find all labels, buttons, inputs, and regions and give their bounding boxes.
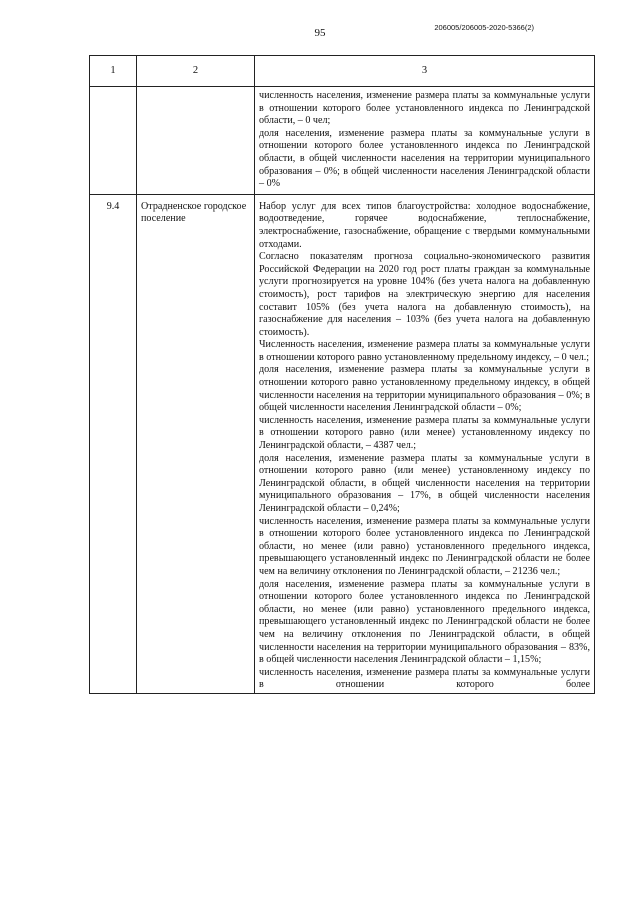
paragraph: численность населения, изменение размера платы за коммунальные услуги в отношении которого равно (или менее) установленному индексу по Ленинградской области, – 4387 чел.;: [259, 414, 590, 452]
table-row-9-4: [90, 194, 595, 693]
document-code: 206005/206005-2020-5366(2): [434, 23, 534, 32]
row-number-cell: [90, 87, 137, 195]
column-header-3: 3: [255, 56, 595, 87]
column-header-2: 2: [137, 56, 255, 87]
paragraph: Согласно показателям прогноза социально-экономического развития Российской Федерации на 2020 год рост платы граждан за коммунальные услуги прогнозируется на уровне 104% (без учета налога на добавленную стоимость), рост тарифов на электрическую энергию для населения составит 105% (без учета налога на добавленную стоимость), на газоснабжение для населения – 103% (без учета налога на добавленную стоимость).: [259, 251, 590, 338]
document-table: [89, 55, 595, 694]
table-header-row: [90, 56, 595, 87]
settlement-name-cell: Отрадненское городское поселение: [137, 194, 255, 693]
paragraph: численность населения, изменение размера платы за коммунальные услуги в отношении которого более установленного индекса по Ленинградской области, – 0 чел;: [259, 90, 590, 127]
paragraph: Набор услуг для всех типов благоустройства: холодное водоснабжение, водоотведение, горячее водоснабжение, теплоснабжение, электроснабжение, газоснабжение, обращение с твердыми коммунальными отходами.: [259, 200, 590, 250]
description-cell: [255, 194, 595, 693]
paragraph: доля населения, изменение размера платы за коммунальные услуги в отношении которого равно (или менее) установленному индексу по Ленинградской области, в общей численности населения на территории муниципального образования – 17%, в общей численности населения Ленинградской области – 0,24%;: [259, 452, 590, 514]
paragraph: численность населения, изменение размера платы за коммунальные услуги в отношении которого более установленного индекса по Ленинградской области, но менее (или равно) установленного предельного индекса, превышающего установленный индекс по Ленинградской области не более чем на величину отклонения по Ленинградской области, – 21236 чел.;: [259, 515, 590, 577]
description-cell: [255, 87, 595, 195]
settlement-name-cell: [137, 87, 255, 195]
paragraph: Численность населения, изменение размера платы за коммунальные услуги в отношении которого равно установленному предельному индексу, – 0 чел.;: [259, 339, 590, 363]
column-header-1: 1: [90, 56, 137, 87]
paragraph: доля населения, изменение размера платы за коммунальные услуги в отношении которого равно установленному предельному индексу, в общей численности населения на территории муниципального образования – 0%; в общей численности населения Ленинградской области – 0%;: [259, 364, 590, 414]
paragraph: доля населения, изменение размера платы за коммунальные услуги в отношении которого более установленного индекса по Ленинградской области, но менее (или равно) установленного предельного индекса, превышающего установленный индекс по Ленинградской области не более чем на величину отклонения по Ленинградской области, в общей численности населения на территории муниципального образования – 83%, в общей численности населения Ленинградской области – 1,15%;: [259, 578, 590, 666]
row-number-cell: 9.4: [90, 194, 137, 693]
paragraph: доля населения, изменение размера платы за коммунальные услуги в отношении которого более установленного индекса по Ленинградской области, в общей численности населения на территории муниципального образования – 0%; в общей численности населения Ленинградской области – 0%: [259, 127, 590, 190]
table-row-continuation: [90, 87, 595, 195]
page-number: 95: [314, 27, 326, 39]
paragraph: численность населения, изменение размера платы за коммунальные услуги в отношении которого более: [259, 666, 590, 691]
